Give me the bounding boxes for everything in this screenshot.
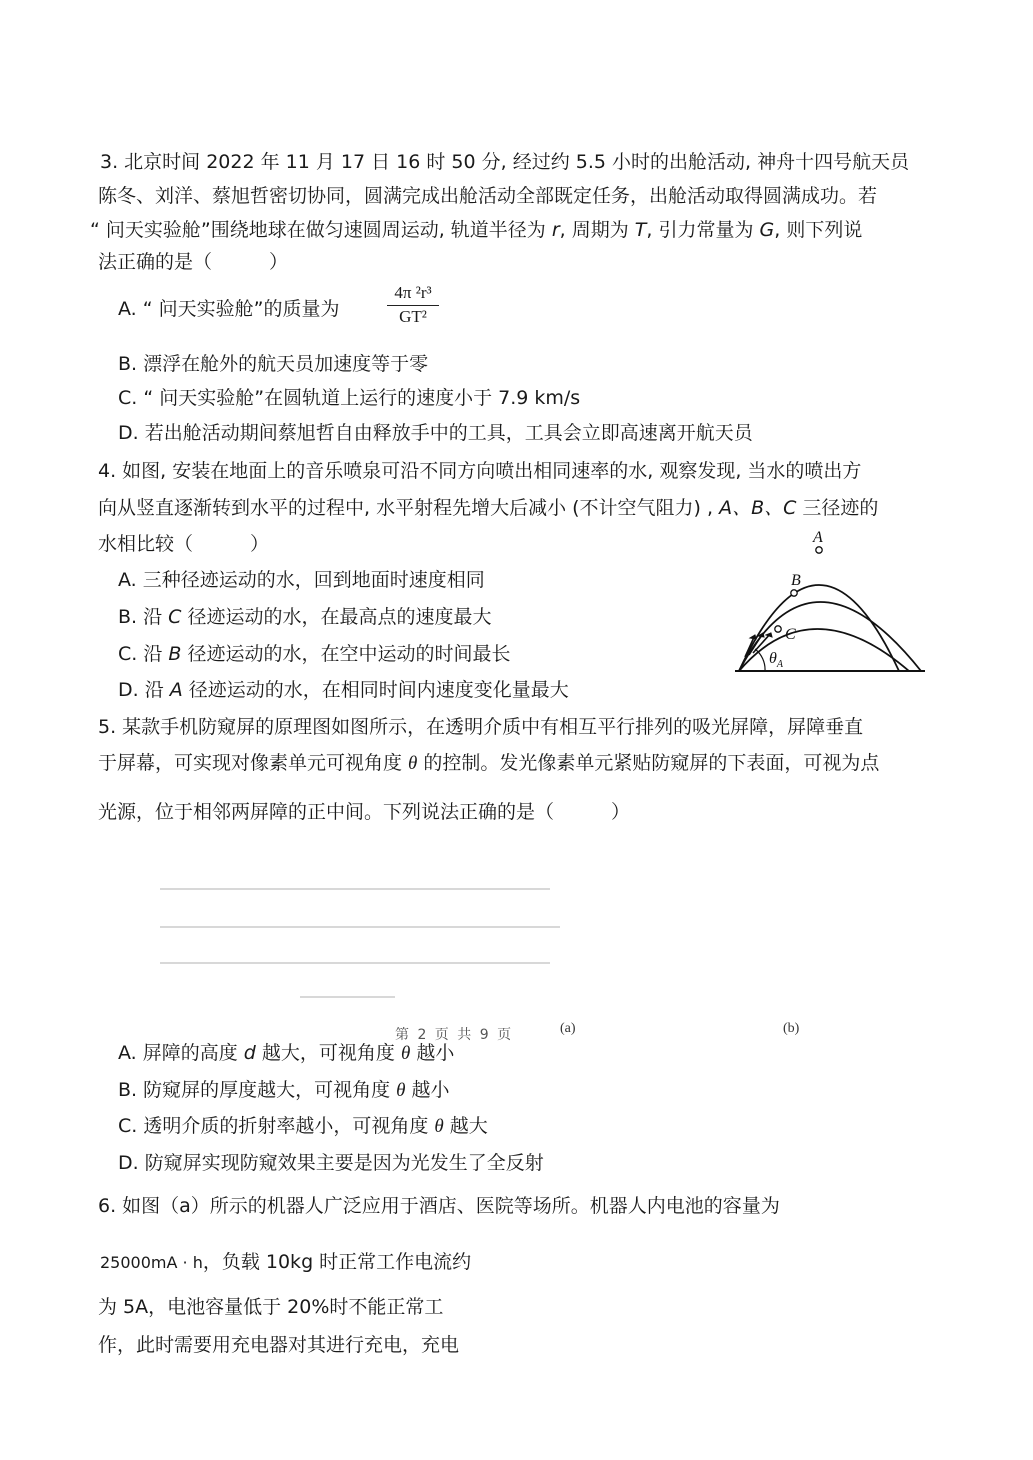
q5-stem-line2: 于屏幕，可实现对像素单元可视角度 θ 的控制。发光像素单元紧贴防窥屏的下表面，可视为点 [98, 752, 880, 774]
q3-option-c: C. “ 问天实验舱”在圆轨道上运行的速度小于 7.9 km/s [118, 387, 581, 409]
q4-option-c: C. 沿 B 径迹运动的水，在空中运动的时间最长 [118, 643, 511, 665]
q3-stem-line1: 3. 北京时间 2022 年 11 月 17 日 16 时 50 分, 经过约 5.5 小时的出舱活动, 神舟十四号航天员 [100, 151, 910, 173]
q3-option-a: A. “ 问天实验舱”的质量为 [118, 298, 340, 320]
q6-stem-line3: 为 5A，电池容量低于 20%时不能正常工 [98, 1296, 444, 1318]
q5-option-a: A. 屏障的高度 d 越大，可视角度 θ 越小 [118, 1042, 455, 1064]
q3-option-d: D. 若出舱活动期间蔡旭哲自由释放手中的工具，工具会立即高速离开航天员 [118, 422, 753, 444]
q3-option-a-formula [387, 283, 439, 328]
q5-option-d: D. 防窥屏实现防窥效果主要是因为光发生了全反射 [118, 1152, 544, 1174]
trajectory-b-point [791, 590, 797, 596]
page-footer: 第 2 页 共 9 页 [395, 1027, 514, 1043]
q5-stem-line1: 5. 某款手机防窥屏的原理图如图所示，在透明介质中有相互平行排列的吸光屏障，屏障垂直 [98, 716, 864, 738]
q6-figure-a-label: (a) [560, 1021, 576, 1036]
q3-stem-line3: “ 问天实验舱”围绕地球在做匀速圆周运动, 轨道半径为 r, 周期为 T, 引力常量为 G, 则下列说 [90, 219, 863, 241]
q4-stem-line2: 向从竖直逐渐转到水平的过程中, 水平射程先增大后减小 (不计空气阻力) , A、B、C 三径迹的 [98, 497, 879, 519]
trajectory-a-point [816, 547, 822, 553]
q4-option-d: D. 沿 A 径迹运动的水，在相同时间内速度变化量最大 [118, 679, 569, 701]
q4-stem-line1: 4. 如图, 安装在地面上的音乐喷泉可沿不同方向喷出相同速率的水, 观察发现, 当水的喷出方 [98, 460, 862, 482]
q3-stem-line2: 陈冬、刘洋、蔡旭哲密切协同，圆满完成出舱活动全部既定任务，出舱活动取得圆满成功。若 [98, 185, 878, 207]
q4-fountain-figure [725, 525, 930, 677]
arrowheads [750, 633, 772, 639]
trajectory-c-point [775, 626, 781, 632]
q3-stem-line4: 法正确的是（ ） [98, 251, 289, 273]
q4-option-b: B. 沿 C 径迹运动的水，在最高点的速度最大 [118, 606, 492, 628]
fig-label-c: C [785, 626, 796, 643]
formula-numerator: 4π ²r³ [387, 283, 439, 306]
q6-stem-line1: 6. 如图（a）所示的机器人广泛应用于酒店、医院等场所。机器人内电池的容量为 [98, 1195, 780, 1217]
q5-stem-line3: 光源，位于相邻两屏障的正中间。下列说法正确的是（ ） [98, 801, 631, 823]
q6-stem-line2: 25000mA · h，负载 10kg 时正常工作电流约 [100, 1251, 472, 1273]
q3-option-b: B. 漂浮在舱外的航天员加速度等于零 [118, 353, 429, 375]
fig-label-theta: $\theta_A$ [769, 650, 783, 670]
q4-stem-line3: 水相比较（ ） [98, 533, 270, 555]
q6-stem-line4: 作，此时需要用充电器对其进行充电，充电 [98, 1334, 460, 1356]
fig-label-a: A [813, 529, 823, 546]
fig-label-b: B [791, 572, 801, 589]
q4-option-a: A. 三种径迹运动的水，回到地面时速度相同 [118, 569, 485, 591]
q6-figure-b-label: (b) [783, 1021, 800, 1036]
q5-option-c: C. 透明介质的折射率越小，可视角度 θ 越大 [118, 1115, 488, 1137]
formula-denominator: GT² [399, 307, 427, 326]
q5-option-b: B. 防窥屏的厚度越大，可视角度 θ 越小 [118, 1079, 450, 1101]
